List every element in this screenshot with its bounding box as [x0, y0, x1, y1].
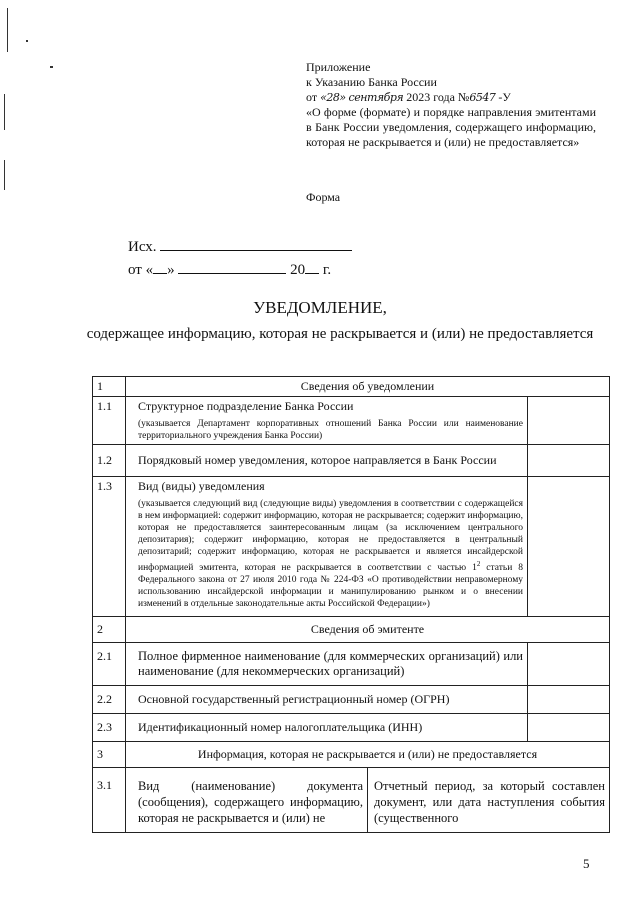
scan-mark — [50, 66, 53, 68]
value-cell[interactable] — [528, 714, 610, 742]
appendix-title: «О форме (формате) и порядке направления эмитентами в Банк России уведомления, содержащего информацию, которая не раскрывается и (или) не предоставляется» — [306, 105, 596, 149]
row-note — [138, 498, 523, 610]
appendix-year-text: 2023 года № — [406, 90, 470, 104]
row-split-cell — [126, 768, 610, 833]
row-title: Структурное подразделение Банка России — [138, 399, 354, 413]
document-type-header: Вид (наименование) документа (сообщения), содержащего информацию, которая не раскрывается и (или) не — [126, 768, 368, 832]
table-row — [93, 686, 610, 714]
reporting-period-header: Отчетный период, за который составлен документ, или дата наступления события (существенного — [374, 779, 605, 826]
inner-row — [126, 768, 609, 832]
appendix-header — [306, 60, 596, 150]
row-title: Полное фирменное наименование (для коммерческих организаций) или наименование (для некоммерческих организаций) — [126, 643, 528, 686]
appendix-line2: к Указанию Банка России — [306, 75, 437, 89]
table-row — [93, 445, 610, 477]
row-note-part-b: статьи 8 Федерального закона от 27 июля 2010 года № 224-ФЗ «О противодействии неправомерному использованию инсайдерской информации и манипулированию рынком и о внесении изменений в отдельные законодательные акты Российской Федерации») — [138, 563, 523, 610]
outgoing-date-line — [128, 259, 352, 280]
section-title: Информация, которая не раскрывается и (или) не предоставляется — [126, 742, 610, 768]
appendix-from-prefix: от — [306, 90, 318, 104]
appendix-date-line — [306, 90, 596, 105]
appendix-number-suffix: -У — [498, 90, 511, 104]
section-row — [93, 377, 610, 397]
table-row — [93, 397, 610, 445]
row-title: Идентификационный номер налогоплательщика (ИНН) — [126, 714, 528, 742]
value-cell[interactable] — [528, 643, 610, 686]
scan-mark — [4, 160, 5, 190]
row-note-part-a: (указывается следующий вид (следующие виды) уведомления в соответствии с содержащейся в нем информацией: содержит информацию, которая не раскрывается; содержит информацию, которая не предоставляется заинтересованным лицам (за исключением центрального депозитария); содержит информацию, которая не предоставляется в центральный депозитарий; содержит информацию, которая не раскрывается и является инсайдерской информацией эмитента, которая не раскрывается в соответствии с частью 1 — [138, 499, 523, 574]
row-number: 2.2 — [93, 686, 126, 714]
outgoing-month-field[interactable] — [178, 259, 286, 274]
section-row — [93, 742, 610, 768]
row-title: Вид (виды) уведомления — [138, 479, 265, 493]
section-number: 3 — [93, 742, 126, 768]
document-title: УВЕДОМЛЕНИЕ, — [253, 298, 387, 317]
row-number: 2.1 — [93, 643, 126, 686]
scan-mark — [7, 8, 8, 52]
row-note: (указывается Департамент корпоративных отношений Банка России или наименование территориального учреждения Банка России) — [138, 419, 523, 441]
row-label-cell — [126, 477, 528, 617]
outgoing-from-label: от « — [128, 262, 154, 278]
handwritten-date: «28» сентября — [320, 91, 404, 104]
value-cell[interactable] — [528, 686, 610, 714]
section-number: 1 — [93, 377, 126, 397]
table-row — [93, 477, 610, 617]
appendix-line1: Приложение — [306, 60, 371, 74]
table-row — [93, 768, 610, 833]
notification-table — [92, 376, 610, 833]
scan-mark — [4, 94, 5, 130]
section-row — [93, 617, 610, 643]
row-number: 1.1 — [93, 397, 126, 445]
row-label-cell — [126, 397, 528, 445]
row-title: Основной государственный регистрационный номер (ОГРН) — [126, 686, 528, 714]
outgoing-number-field[interactable] — [160, 236, 352, 251]
document-subtitle: содержащее информацию, которая не раскрывается и (или) не предоставляется — [86, 326, 594, 342]
row-number: 2.3 — [93, 714, 126, 742]
row-number: 3.1 — [93, 768, 126, 833]
row-number: 1.3 — [93, 477, 126, 617]
outgoing-isx-label: Исх. — [128, 239, 157, 255]
table-row — [93, 714, 610, 742]
outgoing-year-field[interactable] — [305, 259, 319, 274]
section-number: 2 — [93, 617, 126, 643]
page-number: 5 — [583, 856, 590, 871]
row-number: 1.2 — [93, 445, 126, 477]
forma-label: Форма — [306, 190, 341, 204]
section-title: Сведения об эмитенте — [126, 617, 610, 643]
row-title: Порядковый номер уведомления, которое направляется в Банк России — [126, 445, 528, 477]
outgoing-reference — [128, 236, 352, 280]
value-cell[interactable] — [528, 397, 610, 445]
row-note-superscript: 2 — [476, 560, 481, 568]
table-row — [93, 643, 610, 686]
handwritten-number: 6547 — [469, 91, 496, 104]
outgoing-year-prefix: 20 — [290, 262, 306, 278]
value-cell[interactable] — [528, 445, 610, 477]
outgoing-year-suffix: г. — [322, 262, 332, 278]
outgoing-day-field[interactable] — [153, 259, 167, 274]
value-cell[interactable] — [528, 477, 610, 617]
scan-mark — [26, 40, 28, 42]
outgoing-number-line — [128, 236, 352, 257]
section-title: Сведения об уведомлении — [126, 377, 610, 397]
outgoing-quote-close: » — [167, 262, 175, 278]
inner-split — [126, 768, 609, 832]
